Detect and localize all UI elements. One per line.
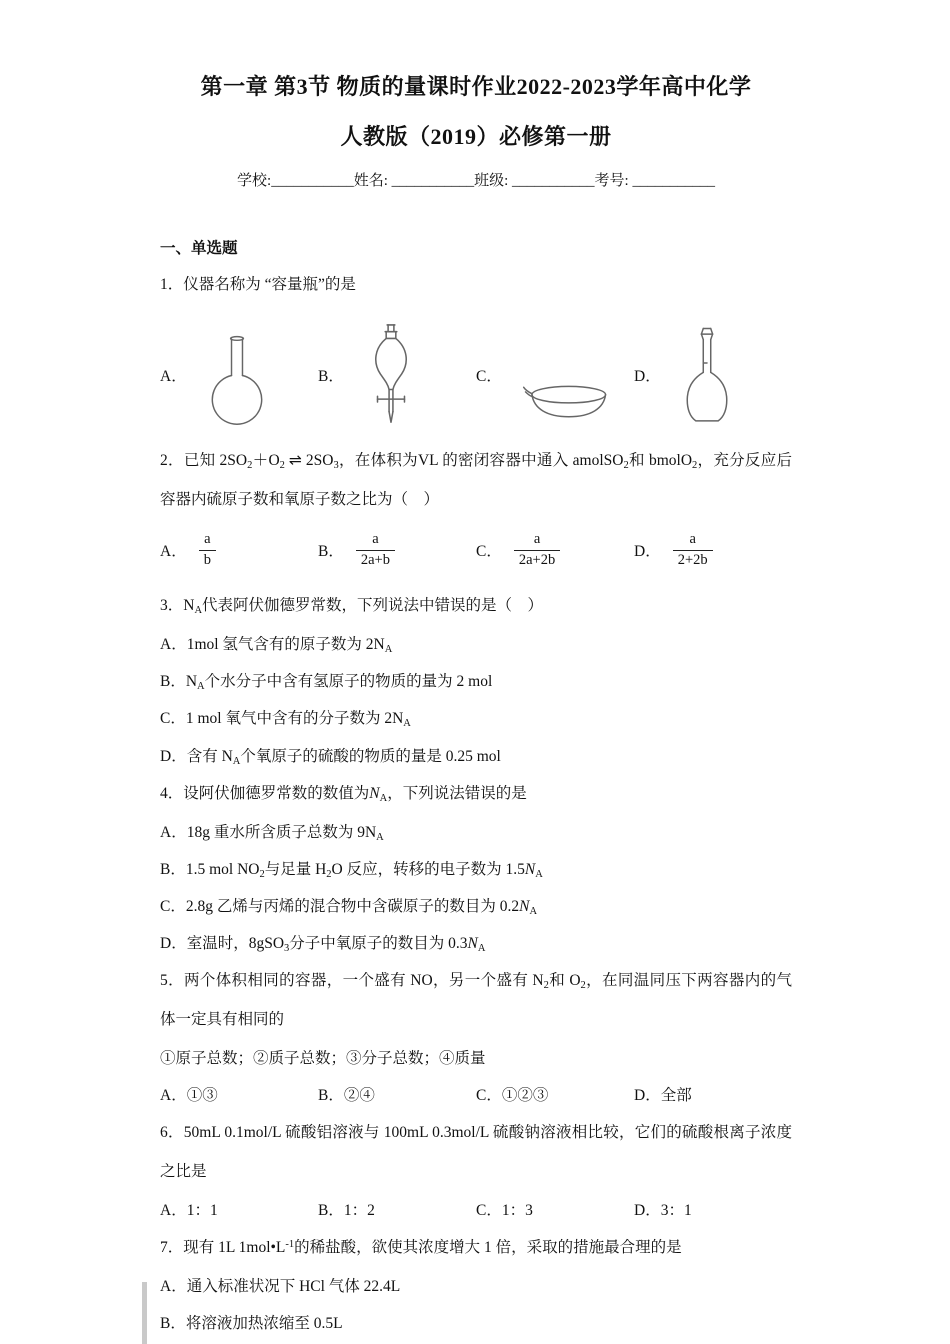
q6-options-row	[160, 1192, 792, 1229]
q6-stem: 6．50mL 0.1mol/L 硫酸铝溶液与 100mL 0.3mol/L 硫酸钠溶液相比较，它们的硫酸根离子浓度之比是	[160, 1124, 792, 1180]
q2-option-c-label: C．	[476, 543, 502, 561]
title-line-1: 第一章 第3节 物质的量课时作业2022-2023学年高中化学	[200, 74, 752, 99]
document-title	[160, 62, 792, 161]
fraction	[514, 530, 560, 570]
q2-option-d	[634, 523, 792, 577]
q1-option-b-label: B．	[318, 368, 344, 386]
fraction-numerator: a	[372, 531, 379, 548]
q1-option-b	[318, 311, 476, 429]
fraction-denominator: b	[199, 550, 216, 571]
q1-option-a-label: A．	[160, 368, 187, 386]
volumetric-flask-icon	[679, 325, 735, 429]
title-line-2: 人教版（2019）必修第一册	[340, 123, 612, 149]
q2-option-b	[318, 523, 476, 577]
q7-stem: 7．现有 1L $1mol•L^{-1}$的稀盐酸，欲使其浓度增大 1 倍，采取的措施最合理的是	[160, 1238, 682, 1256]
q3-option-a: A．1mol 氢气含有的原子数为 $2N_A$	[160, 636, 393, 656]
fraction-denominator: 2a+b	[356, 550, 395, 571]
q4-option-b: B．1.5 mol $NO_2$与足量 $H_2O$ 反应，转移的电子数为 $1.5N_A$	[160, 860, 543, 880]
round-bottom-flask-icon	[205, 333, 269, 429]
q2-option-a-label: A．	[160, 543, 187, 561]
q5-options-row	[160, 1077, 792, 1114]
q6-option-b: B．1：2	[318, 1201, 375, 1219]
q1-option-c	[476, 311, 634, 429]
q1-figure-row	[160, 311, 792, 429]
fraction-denominator: 2+2b	[673, 550, 713, 571]
fraction-numerator: a	[204, 531, 211, 548]
q1-option-d	[634, 311, 792, 429]
q6-option-d: D．3：1	[634, 1201, 692, 1219]
fraction	[673, 530, 713, 570]
left-edge-artifact	[142, 1282, 147, 1344]
q5-stem: 5．两个体积相同的容器，一个盛有 NO，另一个盛有 $N_2$和 $O_2$，在同温同压下两容器内的气体一定具有相同的	[160, 972, 792, 1029]
q2-option-a	[160, 523, 318, 577]
q3-stem: 3．$N_A$代表阿伏伽德罗常数，下列说法中错误的是（ ）	[160, 597, 544, 617]
q1-stem: 1．仪器名称为 “容量瓶”的是	[160, 276, 356, 294]
q4-stem: 4．设阿伏伽德罗常数的数值为$N_A$，下列说法错误的是	[160, 784, 527, 804]
q7-option-b: B．将溶液加热浓缩至 0.5L	[160, 1314, 343, 1332]
q6-option-c: C．1：3	[476, 1201, 533, 1219]
q5-option-d: D．全部	[634, 1087, 692, 1105]
q2-stem: 2．已知 $2SO_2+O_2$ ⇌ $2SO_3$，在体积为VL 的密闭容器中通入 amolSO$_2$和 bmolO$_2$，充分反应后容器内硫原子数和氧原子数之比为（ ）	[160, 450, 792, 508]
q5-option-a: A．①③	[160, 1087, 218, 1105]
section-heading: 一、单选题	[160, 240, 238, 257]
q6-option-a: A．1：1	[160, 1201, 218, 1219]
q3-option-d: D．含有 $N_A$个氧原子的硫酸的物质的量是 0.25 mol	[160, 747, 501, 767]
fraction	[199, 530, 216, 570]
student-info-line: 学校:___________姓名: ___________班级: ___________考号: ___________	[237, 173, 715, 189]
q1-option-a	[160, 311, 318, 429]
q5-sub-items: ①原子总数；②质子总数；③分子总数；④质量	[160, 1049, 486, 1067]
fraction	[356, 530, 395, 570]
q5-option-c: C．①②③	[476, 1087, 549, 1105]
q2-options-row	[160, 523, 792, 577]
q7-option-a: A．通入标准状况下 HCl 气体 22.4L	[160, 1277, 401, 1295]
q4-option-c: C．2.8g 乙烯与丙烯的混合物中含碳原子的数目为 $0.2N_A$	[160, 897, 538, 917]
q4-option-d: D．室温时，8gSO$_3$分子中氧原子的数目为 $0.3N_A$	[160, 935, 486, 955]
q1-option-c-label: C．	[476, 368, 502, 386]
fraction-denominator: 2a+2b	[514, 550, 560, 571]
q4-option-a: A．18g 重水所含质子总数为 $9N_A$	[160, 823, 384, 843]
q1-option-d-label: D．	[634, 368, 661, 386]
q2-option-d-label: D．	[634, 543, 661, 561]
q3-option-b: B．$N_A$个水分子中含有氢原子的物质的量为 2 mol	[160, 673, 493, 693]
separating-funnel-icon	[362, 323, 420, 429]
fraction-numerator: a	[689, 531, 696, 548]
evaporating-dish-icon	[520, 379, 612, 425]
q3-option-c: C．1 mol 氧气中含有的分子数为 $2N_A$	[160, 710, 411, 730]
fraction-numerator: a	[533, 531, 541, 548]
q2-option-c	[476, 523, 634, 577]
q2-option-b-label: B．	[318, 543, 344, 561]
q5-option-b: B．②④	[318, 1087, 375, 1105]
